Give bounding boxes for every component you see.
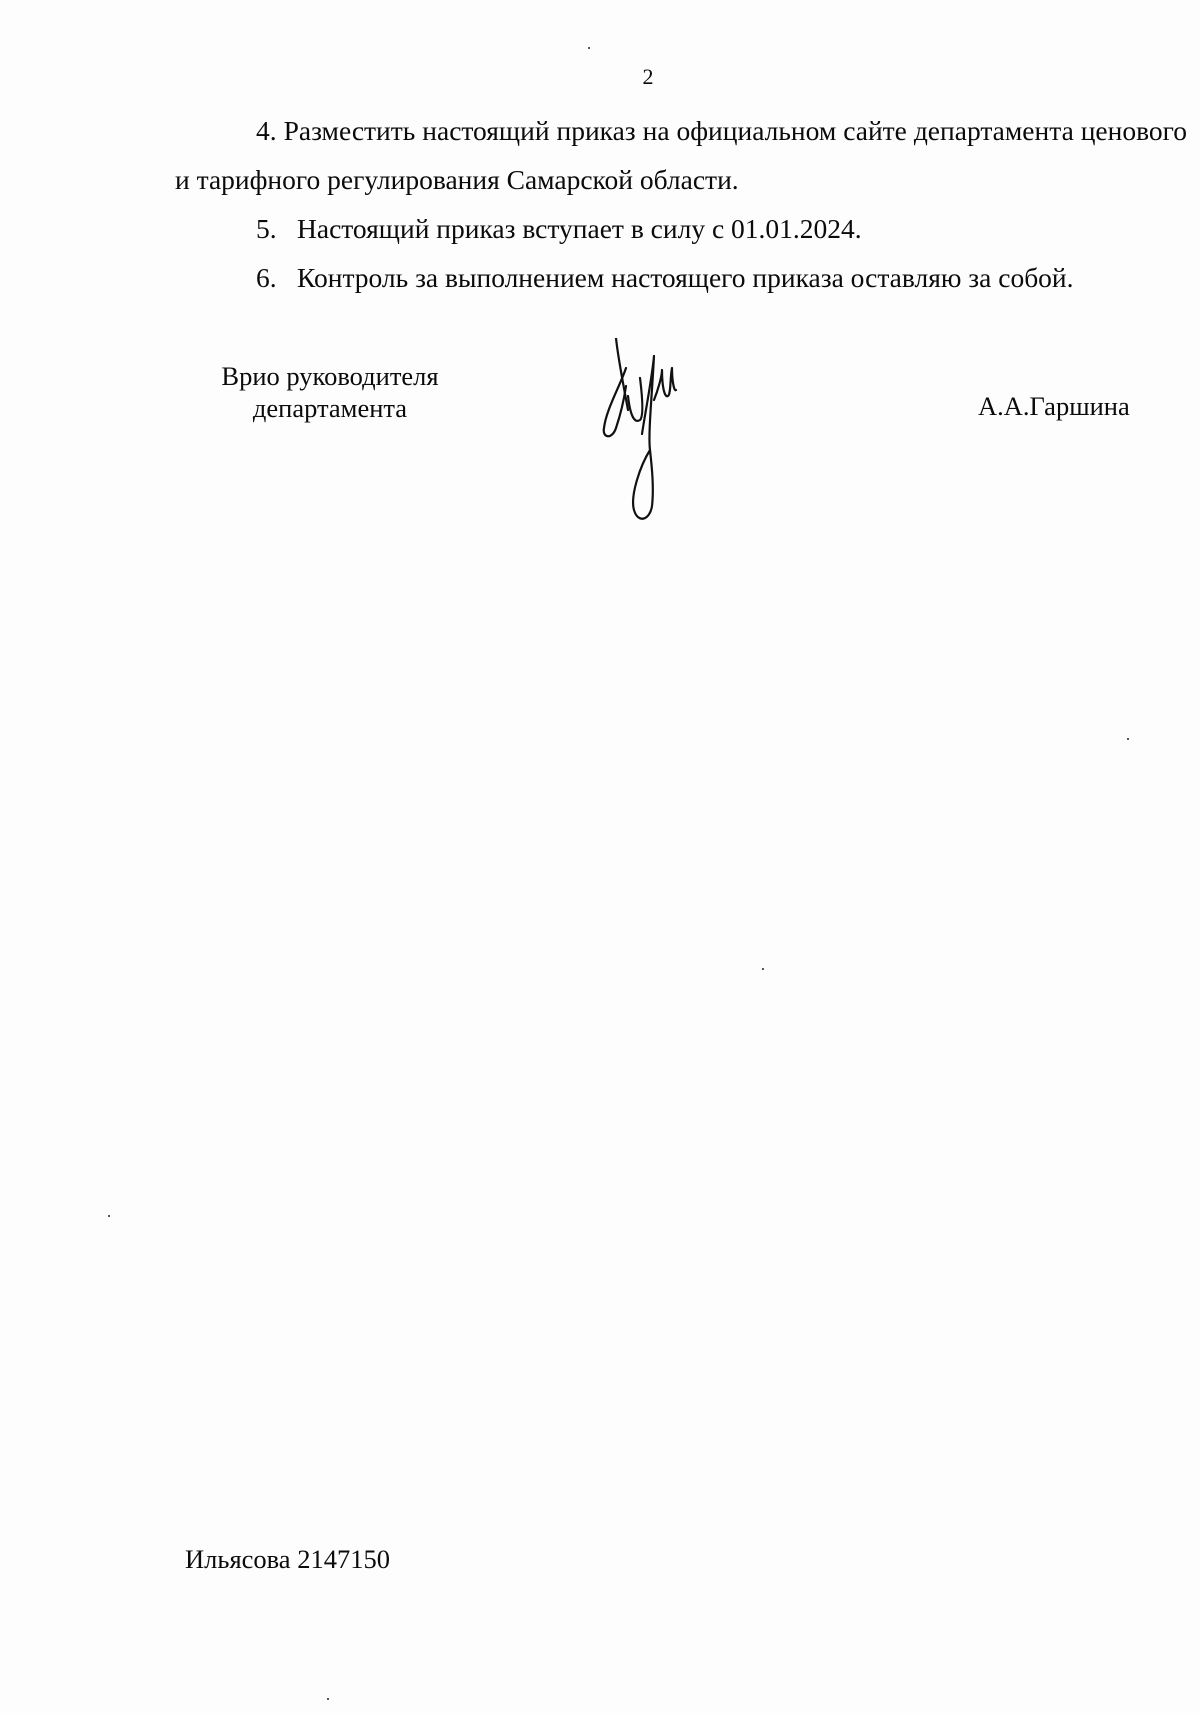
scan-speck [762, 968, 764, 970]
signatory-name: А.А.Гаршина [978, 391, 1130, 421]
document-body [175, 106, 1187, 302]
list-item-number: 6. [256, 262, 277, 293]
scan-speck [327, 1698, 329, 1700]
list-item-6 [175, 253, 1187, 302]
page-number: 2 [642, 64, 654, 89]
signatory-position-line1: Врио руководителя [221, 361, 439, 391]
scan-speck [1127, 738, 1129, 740]
signatory-position [200, 360, 460, 424]
signature-block [0, 360, 1200, 520]
scan-speck [588, 47, 590, 49]
signature-stroke [633, 356, 654, 519]
signature-stroke [628, 378, 642, 421]
signatory-position-line2: департамента [252, 393, 408, 423]
handwritten-signature-icon [596, 338, 696, 538]
scan-speck [108, 1215, 110, 1217]
list-item-5 [175, 204, 1187, 253]
list-item-text: Контроль за выполнением настоящего приказа оставляю за собой. [297, 262, 1074, 293]
list-item-text: Настоящий приказ вступает в силу с 01.01.2024. [297, 213, 862, 244]
signature-stroke [616, 338, 628, 410]
list-item-number: 5. [256, 213, 277, 244]
executor-contact: Ильясова 2147150 [185, 1544, 390, 1574]
signature-stroke [654, 368, 676, 400]
paragraph-item-4: 4. Разместить настоящий приказ на официальном сайте департамента ценового и тарифного регулирования Самарской области. [175, 115, 1187, 195]
signature-stroke [604, 368, 626, 436]
